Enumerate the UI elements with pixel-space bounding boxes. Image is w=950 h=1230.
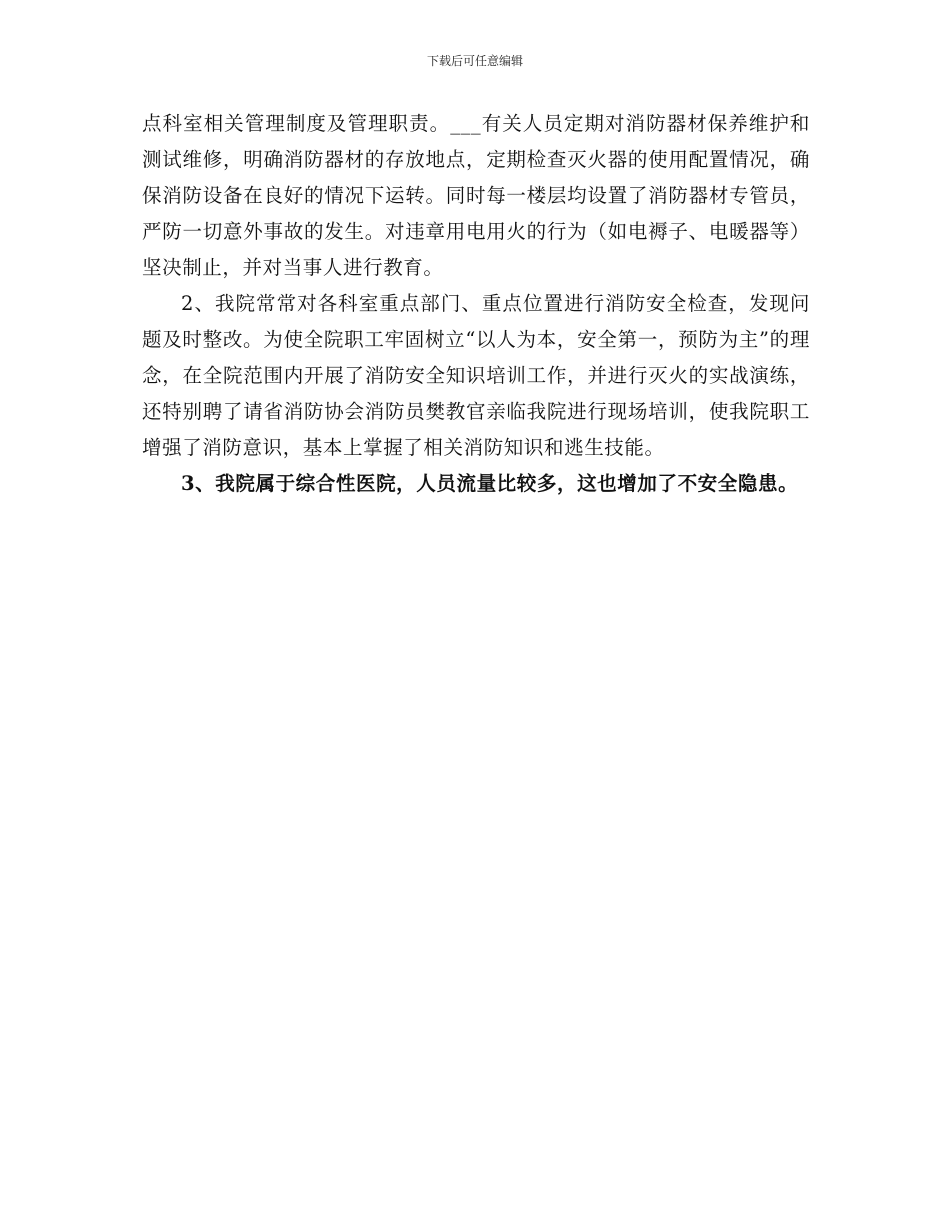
paragraph-fire-equipment-management: 点科室相关管理制度及管理职责。___有关人员定期对消防器材保养维护和测试维修，明确消防器材的存放地点，定期检查灭火器的使用配置情况，确保消防设备在良好的情况下运转。同时每一楼层均设置了消防器材专管员，严防一切意外事故的发生。对违章用电用火的行为（如电褥子、电暖器等）坚决制止，并对当事人进行教育。 (142, 112, 810, 279)
document-body (142, 106, 810, 502)
page-header-note: 下载后可任意编辑 (426, 54, 523, 68)
paragraph-safety-inspection-training: 2、我院常常对各科室重点部门、重点位置进行消防安全检查，发现问题及时整改。为使全院职工牢固树立“以人为本，安全第一，预防为主”的理念，在全院范围内开展了消防安全知识培训工作，并进行灭火的实战演练，还特别聘了请省消防协会消防员樊教官亲临我院进行现场培训，使我院职工增强了消防意识，基本上掌握了相关消防知识和逃生技能。 (142, 292, 810, 459)
paragraph-hospital-risk: 3、我院属于综合性医院，人员流量比较多，这也增加了不安全隐患。 (181, 472, 799, 495)
